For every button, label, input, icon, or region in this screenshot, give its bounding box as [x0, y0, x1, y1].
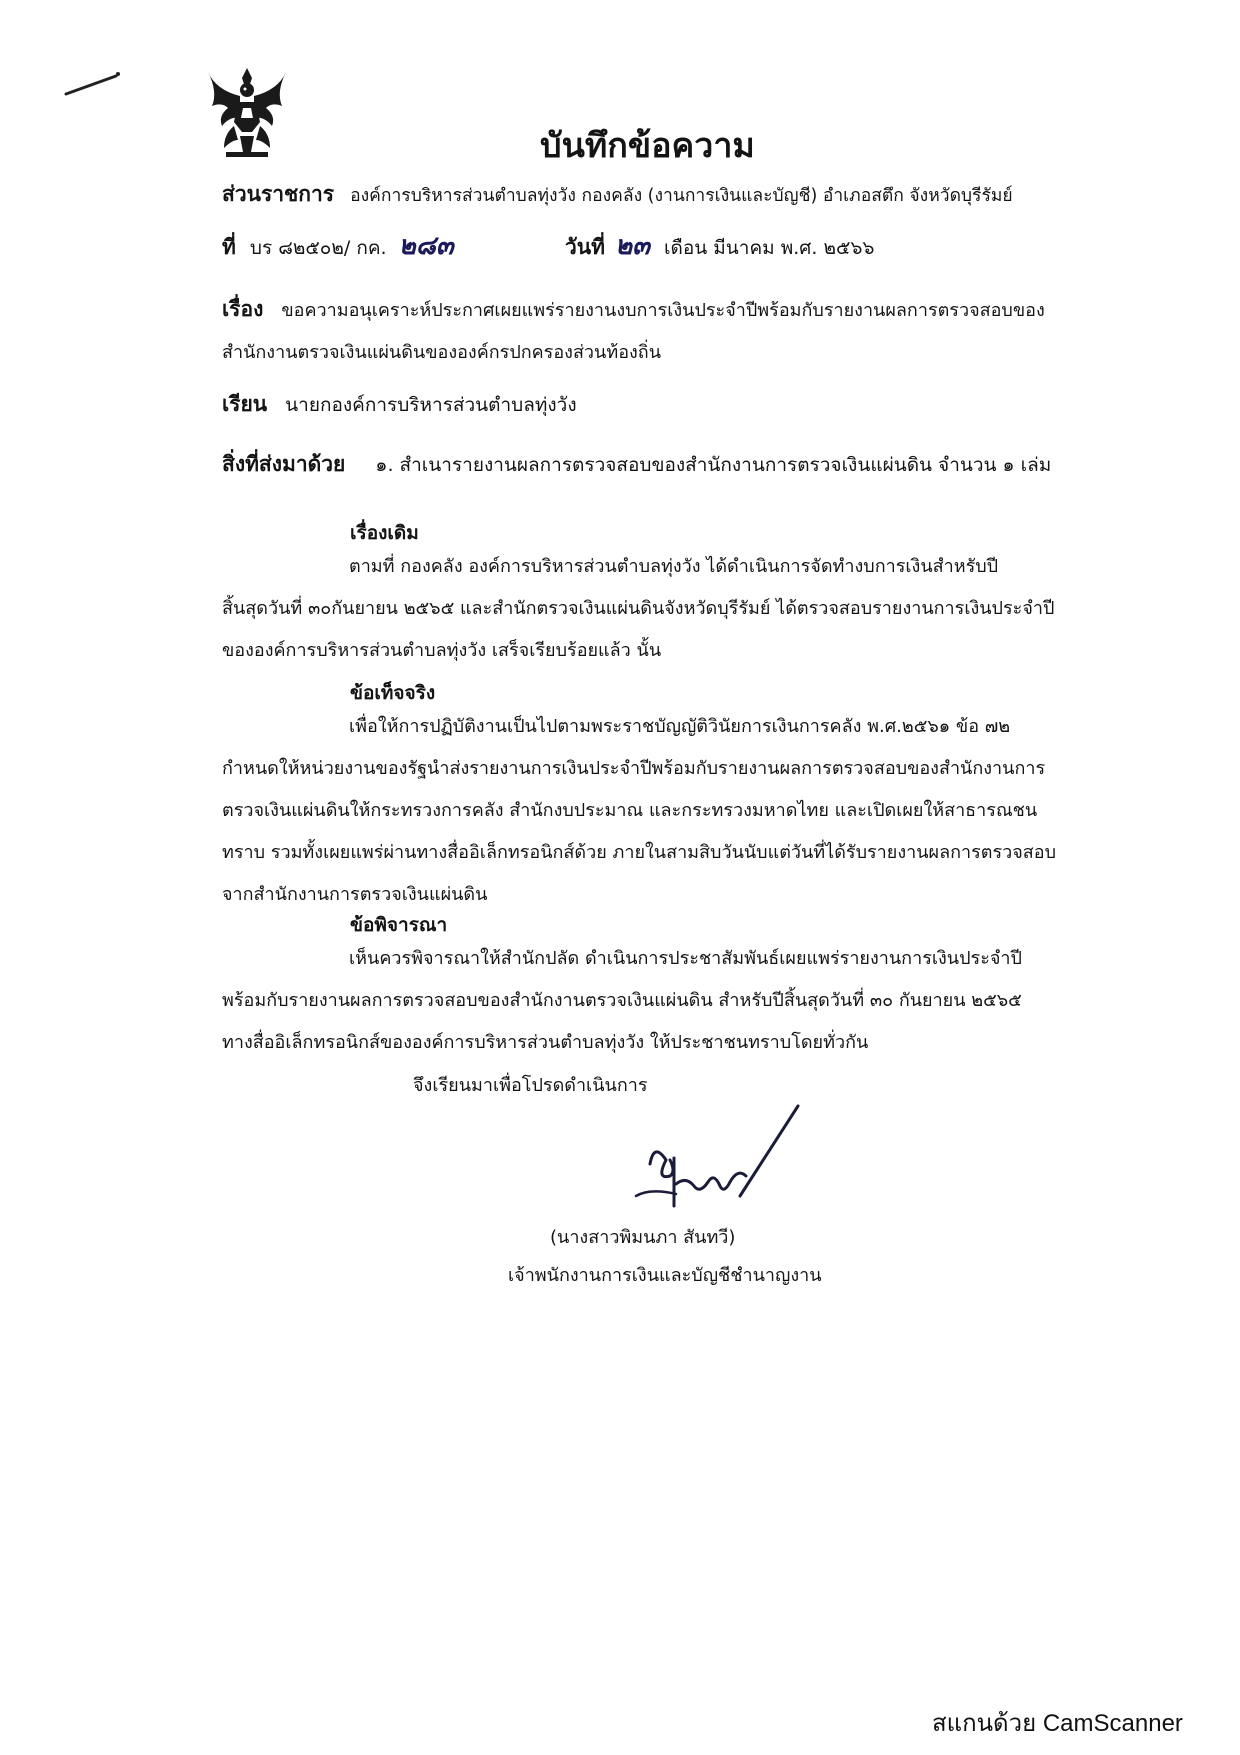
- background-paragraph: [222, 546, 1082, 672]
- date-rest: เดือน มีนาคม พ.ศ. ๒๕๖๖: [664, 237, 875, 259]
- background-heading: เรื่องเดิม: [350, 522, 419, 544]
- consideration-paragraph: [222, 938, 1082, 1064]
- background-line: สิ้นสุดวันที่ ๓๐กันยายน ๒๕๖๕ และสำนักตรวจเงินแผ่นดินจังหวัดบุรีรัมย์ ได้ตรวจสอบรายงานการเงินประจำปี: [222, 598, 1055, 619]
- date-row: [565, 225, 874, 266]
- handwritten-signature: [630, 1100, 810, 1230]
- facts-heading: ข้อเท็จจริง: [350, 682, 436, 704]
- subject-line-2: สำนักงานตรวจเงินแผ่นดินขององค์กรปกครองส่วนท้องถิ่น: [222, 342, 662, 363]
- facts-line: เพื่อให้การปฏิบัติงานเป็นไปตามพระราชบัญญัติวินัยการเงินการคลัง พ.ศ.๒๕๖๑ ข้อ ๗๒: [349, 716, 1011, 737]
- subject-line-1: ขอความอนุเคราะห์ประกาศเผยแพร่รายงานงบการเงินประจำปีพร้อมกับรายงานผลการตรวจสอบของ: [281, 300, 1045, 321]
- agency-value: องค์การบริหารส่วนตำบลทุ่งวัง กองคลัง (งานการเงินและบัญชี) อำเภอสตึก จังหวัดบุรีรัมย์: [350, 186, 1013, 206]
- background-line: ขององค์การบริหารส่วนตำบลทุ่งวัง เสร็จเรียบร้อยแล้ว นั้น: [222, 640, 662, 661]
- enclosure-row: [222, 448, 1051, 481]
- facts-paragraph: [222, 706, 1082, 916]
- addressee-label: เรียน: [222, 392, 268, 416]
- consideration-line: เห็นควรพิจารณาให้สำนักปลัด ดำเนินการประชาสัมพันธ์เผยแพร่รายงานการเงินประจำปี: [349, 948, 1022, 969]
- facts-line: ตรวจเงินแผ่นดินให้กระทรวงการคลัง สำนักงบประมาณ และกระทรวงมหาดไทย และเปิดเผยให้สาธารณชน: [222, 800, 1038, 821]
- ref-number-handwritten: ๒๘๓: [398, 231, 454, 261]
- facts-line: ทราบ รวมทั้งเผยแพร่ผ่านทางสื่ออิเล็กทรอนิกส์ด้วย ภายในสามสิบวันนับแต่วันที่ได้รับรายงานผลการตรวจสอบ: [222, 842, 1057, 863]
- addressee-value: นายกองค์การบริหารส่วนตำบลทุ่งวัง: [285, 394, 577, 416]
- ref-label: ที่: [222, 235, 236, 259]
- closing-text: จึงเรียนมาเพื่อโปรดดำเนินการ: [413, 1075, 648, 1096]
- consideration-heading: ข้อพิจารณา: [350, 914, 448, 936]
- background-line: ตามที่ กองคลัง องค์การบริหารส่วนตำบลทุ่งวัง ได้ดำเนินการจัดทำงบการเงินสำหรับปี: [349, 556, 999, 577]
- subject-block: [222, 288, 1082, 374]
- enclosure-label: สิ่งที่ส่งมาด้วย: [222, 452, 346, 476]
- signer-position: เจ้าพนักงานการเงินและบัญชีชำนาญงาน: [508, 1265, 822, 1286]
- signer-name: (นางสาวพิมนภา สันทวี): [550, 1227, 736, 1248]
- date-day-handwritten: ๒๓: [615, 231, 650, 261]
- enclosure-value: ๑. สำเนารายงานผลการตรวจสอบของสำนักงานการตรวจเงินแผ่นดิน จำนวน ๑ เล่ม: [375, 454, 1052, 476]
- date-label: วันที่: [565, 235, 605, 259]
- reference-row: [222, 225, 454, 266]
- agency-row: [222, 178, 1013, 211]
- garuda-emblem-icon: [204, 62, 290, 162]
- ref-prefix: บร ๘๒๕๐๒/ กค.: [249, 237, 387, 259]
- camscanner-watermark: สแกนด้วย CamScanner: [932, 1710, 1183, 1737]
- subject-label: เรื่อง: [222, 297, 264, 321]
- agency-label: ส่วนราชการ: [222, 182, 335, 206]
- consideration-line: ทางสื่ออิเล็กทรอนิกส์ขององค์การบริหารส่วนตำบลทุ่งวัง ให้ประชาชนทราบโดยทั่วกัน: [222, 1032, 869, 1053]
- consideration-line: พร้อมกับรายงานผลการตรวจสอบของสำนักงานตรวจเงินแผ่นดิน สำหรับปีสิ้นสุดวันที่ ๓๐ กันยายน ๒๕๖๕: [222, 990, 1022, 1011]
- addressee-row: [222, 388, 577, 421]
- facts-line: กำหนดให้หน่วยงานของรัฐนำส่งรายงานการเงินประจำปีพร้อมกับรายงานผลการตรวจสอบของสำนักงานการ: [222, 758, 1046, 779]
- scan-mark: [62, 68, 122, 98]
- memo-title: บันทึกข้อความ: [540, 126, 755, 166]
- facts-line: จากสำนักงานการตรวจเงินแผ่นดิน: [222, 884, 488, 905]
